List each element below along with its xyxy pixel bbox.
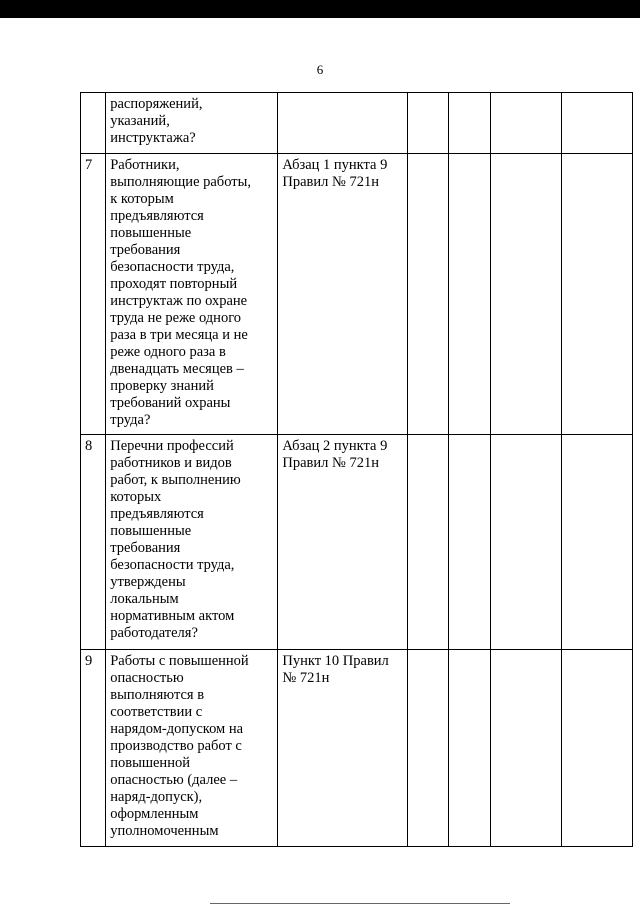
row-number: 9 (81, 650, 106, 847)
answer-yes-cell (408, 93, 449, 154)
question-text: Работники, выполняющие работы, к которым предъявляются повышенные требования безопасности труда, проходят повторный инструктаж по охране труда не реже одного раза в три месяца и не реже одного раза в двенадцать месяцев – проверку знаний требований охраны труда? (106, 154, 278, 435)
not-applicable-cell (490, 435, 561, 650)
answer-no-cell (449, 93, 490, 154)
table-row (81, 435, 633, 650)
row-number (81, 93, 106, 154)
legal-reference (278, 93, 408, 154)
notes-cell (561, 93, 632, 154)
answer-no-cell (449, 154, 490, 435)
scan-bottom-edge (210, 903, 510, 904)
not-applicable-cell (490, 650, 561, 847)
legal-reference: Абзац 1 пункта 9 Правил № 721н (278, 154, 408, 435)
answer-yes-cell (408, 154, 449, 435)
row-number: 7 (81, 154, 106, 435)
table-row (81, 154, 633, 435)
answer-yes-cell (408, 650, 449, 847)
question-text: Перечни профессий работников и видов работ, к выполнению которых предъявляются повышенные требования безопасности труда, утверждены локальным нормативным актом работодателя? (106, 435, 278, 650)
answer-no-cell (449, 650, 490, 847)
notes-cell (561, 154, 632, 435)
notes-cell (561, 650, 632, 847)
scan-top-border (0, 0, 640, 18)
row-number: 8 (81, 435, 106, 650)
not-applicable-cell (490, 154, 561, 435)
table-row (81, 650, 633, 847)
notes-cell (561, 435, 632, 650)
checklist-table (80, 92, 633, 847)
answer-no-cell (449, 435, 490, 650)
question-text: распоряжений, указаний, инструктажа? (106, 93, 278, 154)
legal-reference: Абзац 2 пункта 9 Правил № 721н (278, 435, 408, 650)
page-number: 6 (316, 62, 324, 77)
question-text: Работы с повышенной опасностью выполняются в соответствии с нарядом-допуском на производство работ с повышенной опасностью (далее – наряд-допуск), оформленным уполномоченным (106, 650, 278, 847)
answer-yes-cell (408, 435, 449, 650)
not-applicable-cell (490, 93, 561, 154)
table-row (81, 93, 633, 154)
legal-reference: Пункт 10 Правил № 721н (278, 650, 408, 847)
